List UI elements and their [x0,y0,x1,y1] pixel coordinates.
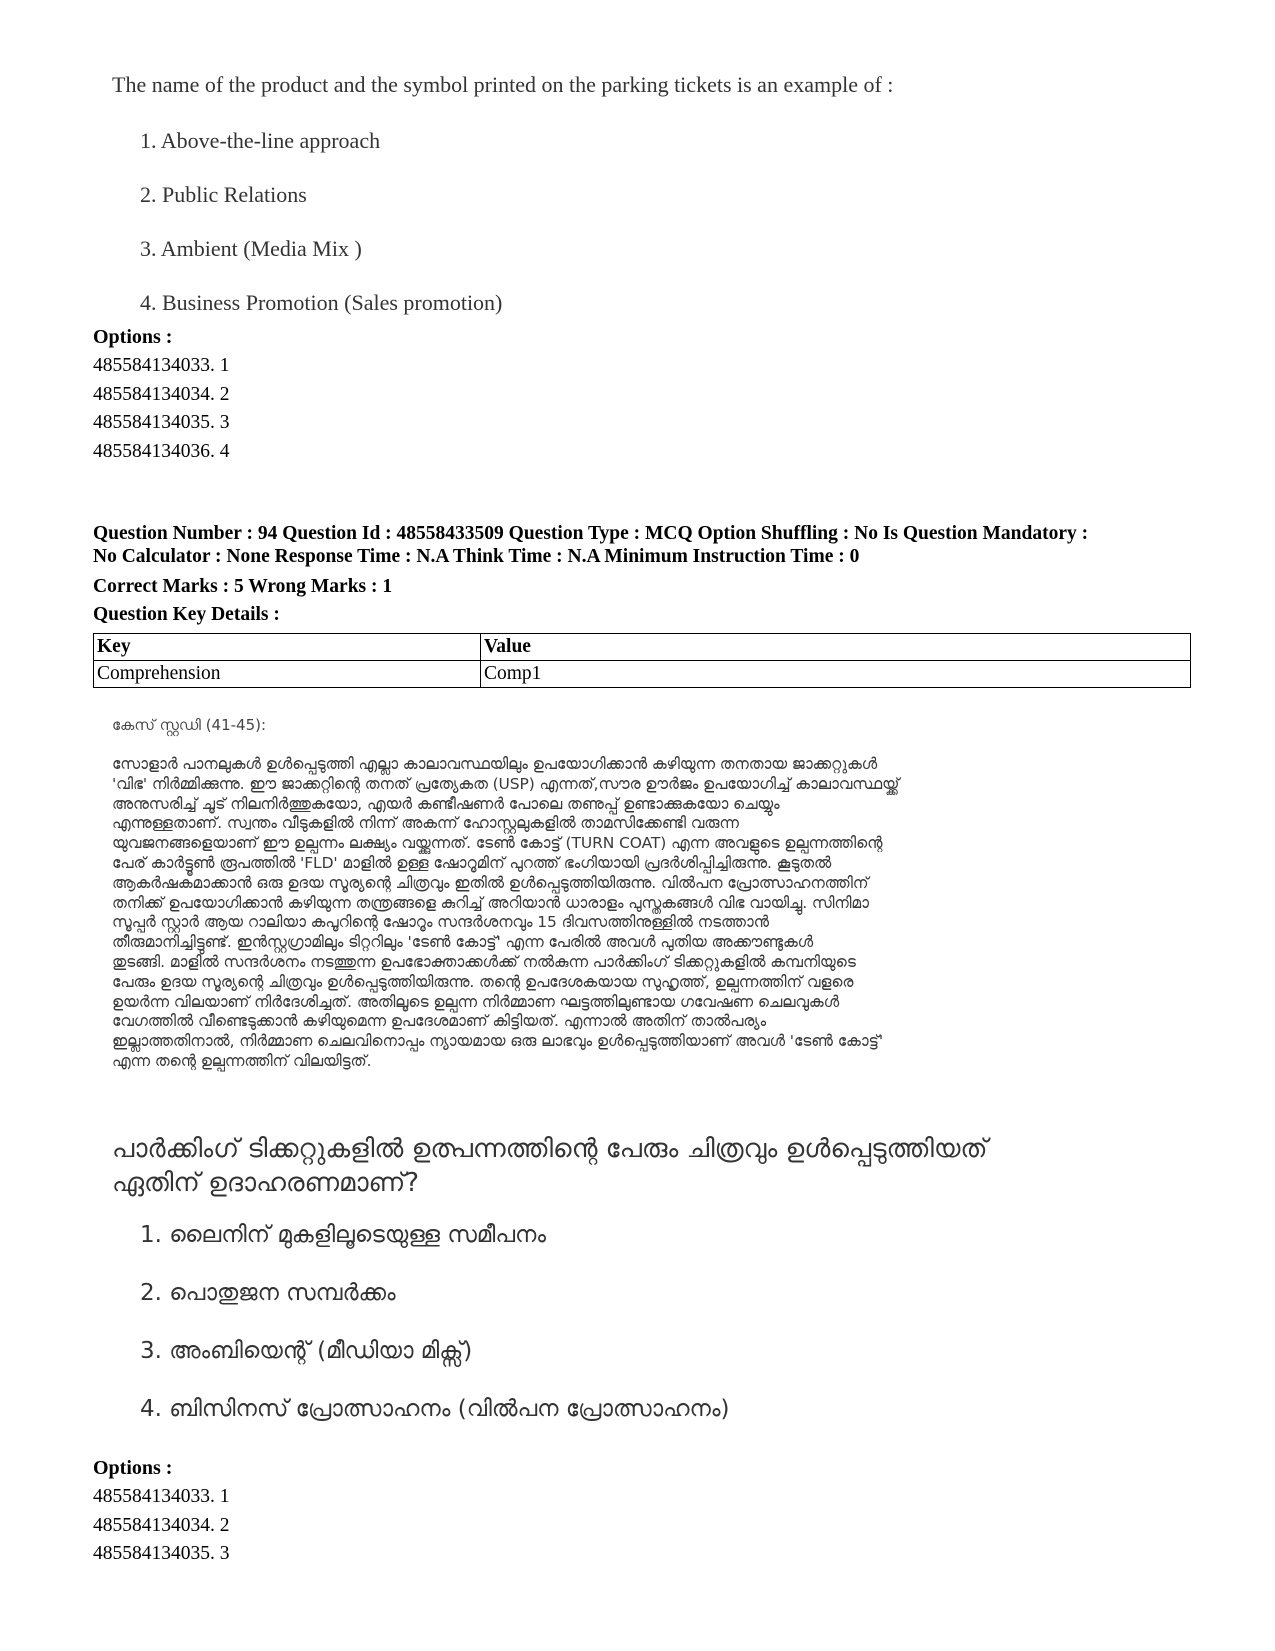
choice-item: 4. ബിസിനസ് പ്രോത്സാഹനം (വിൽപന പ്രോത്സാഹനം) [140,1396,730,1422]
case-study-title: കേസ് സ്റ്റഡി (41-45): [112,716,267,734]
case-study-line: തുടങ്ങി. മാളിൽ സന്ദർശനം നടത്തുന്ന ഉപഭോക്താക്കൾക്ക് നൽകുന്ന പാർക്കിംഗ് ടിക്കറ്റുകളിൽ കമ്പനിയുടെ [112,952,856,971]
case-study-body [112,755,1172,1072]
case-study-line: പേരും ഉദയ സൂര്യന്റെ ചിത്രവും ഉൾപ്പെടുത്തിയിരുന്നു. തന്റെ ഉപദേശകയായ സുഹൃത്ത്, ഉല്പന്നത്തിന് വളരെ [112,972,854,991]
case-study-line: അനുസരിച്ച് ചൂട് നിലനിർത്തുകയോ, എയർ കണ്ടീഷണർ പോലെ തണുപ്പ് ഉണ്ടാക്കുകയോ ചെയ്യും [112,794,780,813]
choice-item: 3. Ambient (Media Mix ) [140,236,362,261]
case-study-line: എന്ന തന്റെ ഉല്പന്നത്തിന് വിലയിട്ടത്. [112,1051,372,1070]
choice-list-en [140,128,502,344]
table-cell: Comp1 [481,661,1191,688]
case-study-line: തനിക്ക് ഉപയോഗിക്കാൻ കഴിയുന്ന തന്ത്രങ്ങളെ കുറിച്ച് അറിയാൻ ധാരാളം പുസ്തകങ്ങൾ വിഭ വായിച്ചു. സിനിമാ [112,893,869,912]
option-item: 485584134035. 3 [93,412,230,434]
key-table [93,633,1191,688]
case-study-line: പേര് കാർട്ടൂൺ രൂപത്തിൽ 'FLD' മാളിൽ ഉള്ള ഷോറൂമിന് പുറത്ത് ഭംഗിയായി പ്രദർശിപ്പിച്ചിരുന്നു. കൂടുതൽ [112,853,832,872]
options-block-top [93,326,230,469]
question-meta-line: No Calculator : None Response Time : N.A Think Time : N.A Minimum Instruction Time : 0 [93,546,860,567]
question-text-en: The name of the product and the symbol printed on the parking tickets is an example of : [112,72,894,97]
case-study-line: വേഗത്തിൽ വീണ്ടെടുക്കാൻ കഴിയുമെന്ന ഉപദേശമാണ് കിട്ടിയത്. എന്നാൽ അതിന് താൽപര്യം [112,1012,767,1031]
choice-item: 3. അംബിയെന്റ് (മീഡിയാ മിക്സ്) [140,1338,473,1364]
options-label: Options : [93,1457,173,1479]
case-study-line: ആകർഷകമാക്കാൻ ഒരു ഉദയ സൂര്യന്റെ ചിത്രവും ഇതിൽ ഉൾപ്പെടുത്തിയിരുന്നു. വിൽപന പ്രോത്സാഹനത്തിന് [112,873,869,892]
choice-item: 4. Business Promotion (Sales promotion) [140,290,503,315]
case-study-line: യുവജനങ്ങളെയാണ് ഈ ഉല്പന്നം ലക്ഷ്യം വയ്ക്കുന്നത്. ടേൺ കോട്ട് (TURN COAT) എന്ന അവളുടെ ഉല്പന്നത്തിന്റെ [112,834,883,853]
option-item: 485584134034. 2 [93,1514,230,1536]
option-item: 485584134035. 3 [93,1543,230,1565]
options-label: Options : [93,326,173,348]
option-item: 485584134034. 2 [93,383,230,405]
choice-item: 1. Above-the-line approach [140,128,381,153]
option-item: 485584134036. 4 [93,440,230,462]
table-header-row [94,634,1191,661]
choice-item: 1. ലൈനിന് മുകളിലൂടെയുള്ള സമീപനം [140,1222,546,1248]
table-row [94,661,1191,688]
option-item: 485584134033. 1 [93,355,230,376]
case-study-line: സൂപ്പർ സ്റ്റാർ ആയ റാലിയാ കപൂറിന്റെ ഷോറൂം സന്ദർശനവും 15 ദിവസത്തിനുള്ളിൽ നടത്താൻ [112,913,769,932]
choice-item: 2. പൊതുജന സമ്പർക്കം [140,1280,396,1306]
case-study-line: തീരുമാനിച്ചിട്ടുണ്ട്. ഇൻസ്റ്റഗ്രാമിലും ടിറ്ററിലും 'ടേൺ കോട്ട്' എന്ന പേരിൽ അവൾ പുതിയ അക്കൗണ്ടുകൾ [112,933,814,952]
choice-list-ml [140,1222,730,1454]
table-cell: Comprehension [94,661,481,688]
question-meta [93,522,1193,568]
question-meta-line: Question Number : 94 Question Id : 48558433509 Question Type : MCQ Option Shuffling : No Is Question Mandatory : [93,523,1089,544]
case-study-line: ഇല്ലാത്തതിനാൽ, നിർമ്മാണ ചെലവിനൊപ്പം ന്യായമായ ഒരു ലാഭവും ഉൾപ്പെടുത്തിയാണ് അവൾ 'ടേൺ കോട്ട്' [112,1032,884,1051]
question-text-ml [112,1132,1132,1200]
table-header-cell: Value [481,634,1191,661]
question-text-line: പാർക്കിംഗ് ടിക്കറ്റുകളിൽ ഉത്പന്നത്തിന്റെ പേരും ചിത്രവും ഉൾപ്പെടുത്തിയത് [112,1134,988,1164]
case-study-line: ഉയർന്ന വിലയാണ് നിർദേശിച്ചത്. അതിലൂടെ ഉല്പന്ന നിർമ്മാണ ഘട്ടത്തിലുണ്ടായ ഗവേഷണ ചെലവുകൾ [112,992,840,1011]
choice-item: 2. Public Relations [140,182,307,207]
question-text-line: ഏതിന് ഉദാഹരണമാണ്? [112,1168,420,1198]
case-study-line: സോളാർ പാനലുകൾ ഉൾപ്പെടുത്തി എല്ലാ കാലാവസ്ഥയിലും ഉപയോഗിക്കാൻ കഴിയുന്ന തനതായ ജാക്കറ്റുകൾ [112,755,878,773]
option-item: 485584134033. 1 [93,1486,230,1507]
key-details-label: Question Key Details : [93,604,280,625]
marks-line: Correct Marks : 5 Wrong Marks : 1 [93,576,393,597]
case-study-line: 'വിഭ' നിർമ്മിക്കുന്നു. ഈ ജാക്കറ്റിന്റെ തനത് പ്രത്യേകത (USP) എന്നത്,സൗര ഊർജം ഉപയോഗിച്ച് കാലാവസ്ഥയ്ക്ക് [112,774,900,793]
case-study-line: എന്നുള്ളതാണ്. സ്വന്തം വീടുകളിൽ നിന്ന് അകന്ന് ഹോസ്റ്റലുകളിൽ താമസിക്കേണ്ടി വരുന്ന [112,814,739,833]
options-block-bottom [93,1457,230,1572]
table-header-cell: Key [94,634,481,661]
